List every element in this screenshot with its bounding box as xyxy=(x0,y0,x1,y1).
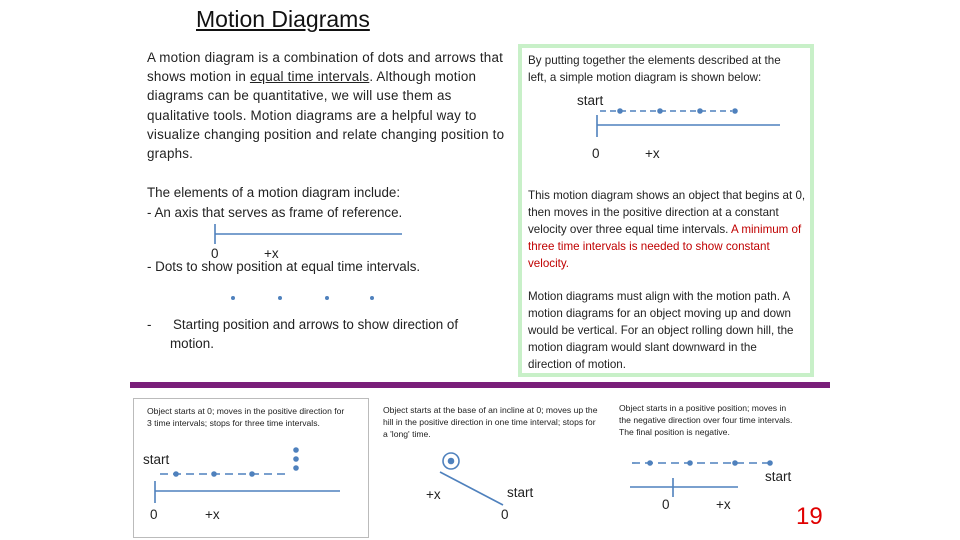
reference-axis xyxy=(215,224,402,244)
example1-diagram xyxy=(155,448,340,503)
green-start-label: start xyxy=(577,93,604,108)
example2-plusx-label: +x xyxy=(426,487,441,502)
intro-text-2: . Although motion diagrams can be quantitative, we will use them as qualitative tools. Motion diagrams are a helpful way to visualize changing position and relate changing position to graphs. xyxy=(147,69,505,162)
example3-start-label: start xyxy=(765,469,792,484)
example3-plusx-label: +x xyxy=(716,497,731,512)
example1-caption: Object starts at 0; moves in the positive direction for 3 time intervals; stops for three time intervals. xyxy=(147,406,345,428)
page-number: 19 xyxy=(796,503,823,530)
axis-zero-label: 0 xyxy=(211,246,219,261)
elements-item-arrows-dash: - xyxy=(147,317,152,332)
elements-heading: The elements of a motion diagram include: xyxy=(147,185,401,200)
example3-zero-label: 0 xyxy=(662,497,670,512)
green-box-intro: By putting together the elements described at the left, a simple motion diagram is shown below: xyxy=(528,54,781,84)
green-motion-diagram xyxy=(597,109,780,137)
position-dots xyxy=(231,296,374,300)
intro-text-1: A motion diagram is a combination of dots and arrows that shows motion in xyxy=(147,50,504,85)
elements-item-dots: - Dots to show position at equal time intervals. xyxy=(147,259,421,274)
example2-zero-label: 0 xyxy=(501,507,509,522)
green-red-text: A minimum of three time intervals is needed to show constant velocity. xyxy=(528,223,802,270)
example3-diagram xyxy=(630,461,775,497)
example1-zero-label: 0 xyxy=(150,507,158,522)
example2-caption: Object starts at the base of an incline at 0; moves up the hill in the positive direction in one time interval; stops for a 'long' time. xyxy=(383,405,598,439)
page-title: Motion Diagrams xyxy=(196,6,370,32)
example2-start-label: start xyxy=(507,485,534,500)
example1-start-label: start xyxy=(143,452,170,467)
green-zero-label: 0 xyxy=(592,146,600,161)
green-black-text: This motion diagram shows an object that begins at 0, then moves in the positive direction at a constant velocity over three equal time intervals. xyxy=(528,189,806,236)
elements-item-arrows-line2: motion. xyxy=(170,336,214,351)
example1-plusx-label: +x xyxy=(205,507,220,522)
green-box-alignment: Motion diagrams must align with the motion path. A motion diagrams for an object moving up and down would be vertical. For an object rolling down hill, the motion diagram would slant downward in the direction of motion. xyxy=(528,290,794,371)
axis-plusx-label: +x xyxy=(264,246,279,261)
elements-item-arrows-line1: Starting position and arrows to show direction of xyxy=(173,317,459,332)
example2-diagram xyxy=(440,453,503,505)
intro-underlined: equal time intervals xyxy=(249,69,370,85)
elements-item-axis: - An axis that serves as frame of reference. xyxy=(147,204,403,220)
green-plusx-label: +x xyxy=(645,146,660,161)
example3-caption: Object starts in a positive position; moves in the negative direction over four time intervals. The final position is negative. xyxy=(619,403,793,437)
